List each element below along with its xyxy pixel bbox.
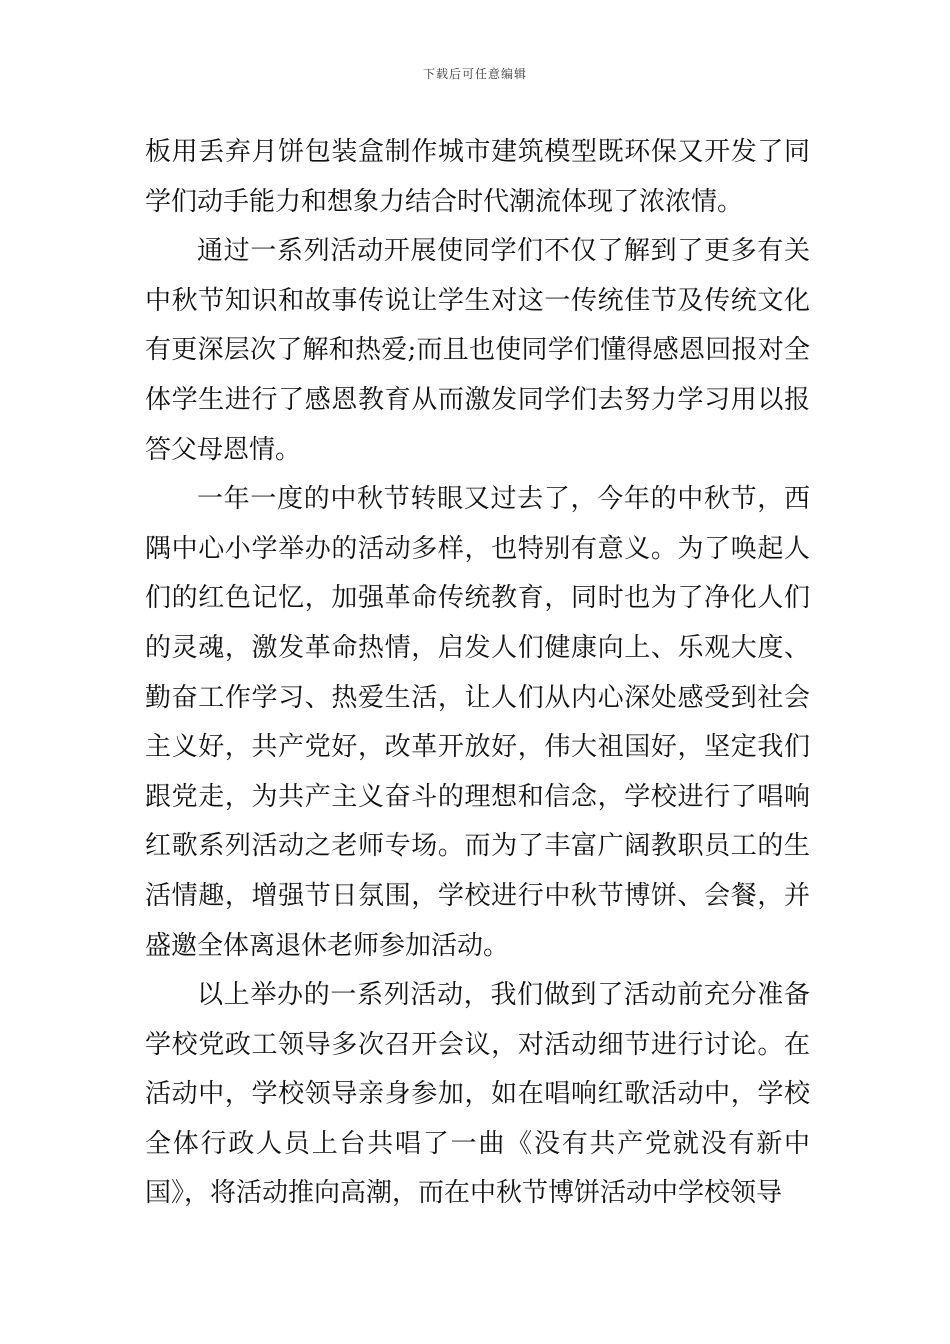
paragraph-1: 板用丢弃月饼包装盒制作城市建筑模型既环保又开发了同学们动手能力和想象力结合时代潮流体现了浓浓情。 xyxy=(145,137,810,217)
page-header: 下载后可任意编辑 xyxy=(422,67,527,81)
paragraph-3: 一年一度的中秋节转眼又过去了，今年的中秋节，西隅中心小学举办的活动多样，也特别有意义。为了唤起人们的红色记忆，加强革命传统教育，同时也为了净化人们的灵魂，激发革命热情，启发人们健康向上、乐观大度、勤奋工作学习、热爱生活，让人们从内心深处感受到社会主义好，共产党好，改革开放好，伟大祖国好，坚定我们跟党走，为共产主义奋斗的理想和信念，学校进行了唱响红歌系列活动之老师专场。而为了丰富广阔教职员工的生活情趣，增强节日氛围，学校进行中秋节博饼、会餐，并盛邀全体离退休老师参加活动。 xyxy=(145,484,810,961)
document-body xyxy=(145,128,810,1219)
paragraph-4: 以上举办的一系列活动，我们做到了活动前充分准备学校党政工领导多次召开会议，对活动细节进行讨论。在活动中，学校领导亲身参加，如在唱响红歌活动中，学校全体行政人员上台共唱了一曲《没有共产党就没有新中国》，将活动推向高潮，而在中秋节博饼活动中学校领导 xyxy=(145,980,810,1209)
paragraph-2: 通过一系列活动开展使同学们不仅了解到了更多有关中秋节知识和故事传说让学生对这一传统佳节及传统文化有更深层次了解和热爱;而且也使同学们懂得感恩回报对全体学生进行了感恩教育从而激发同学们去努力学习用以报答父母恩情。 xyxy=(145,236,810,465)
